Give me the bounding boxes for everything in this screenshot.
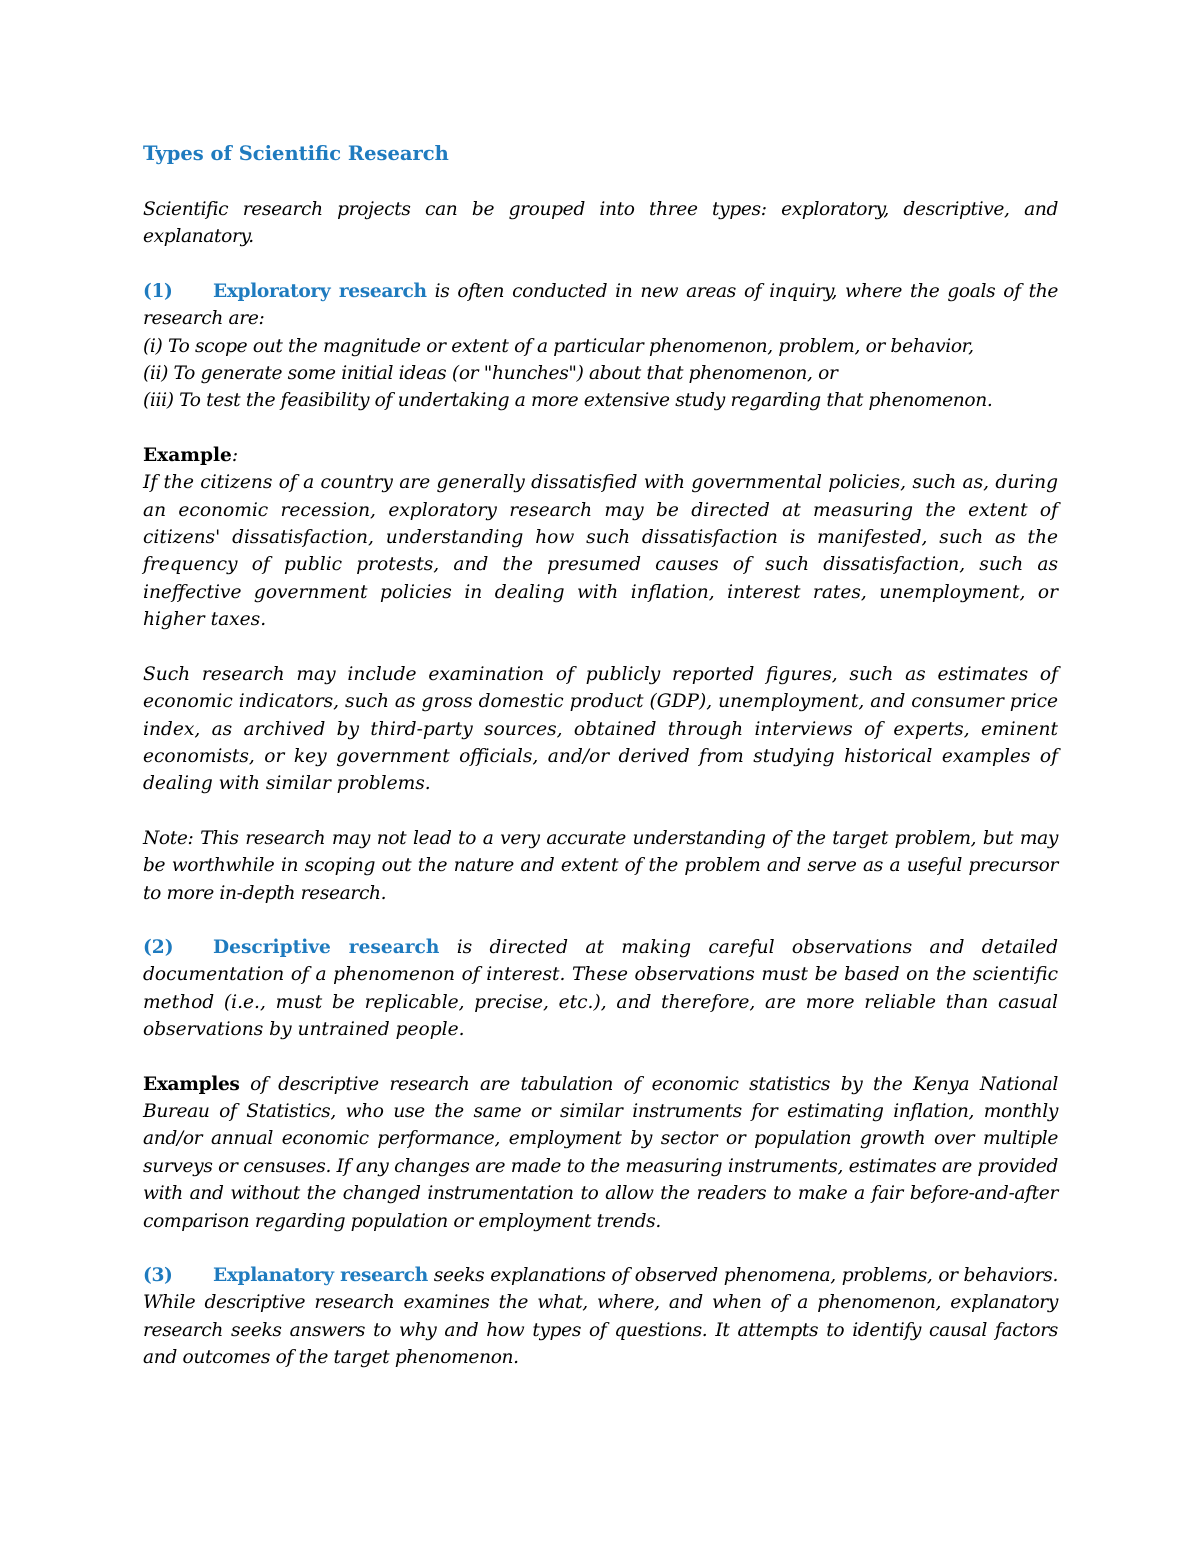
document-page xyxy=(143,140,1058,1372)
examples-label: Examples xyxy=(143,1073,240,1095)
section-text: is often conducted in new areas of inquiry, where the goals of the research are: xyxy=(143,280,1058,330)
descriptive-section xyxy=(143,934,1058,1235)
goal-item: (iii) To test the feasibility of undertaking a more extensive study regarding that phenomenon. xyxy=(143,390,993,412)
note-paragraph: Note: This research may not lead to a very accurate understanding of the target problem, but may be worthwhile in scoping out the nature and extent of the problem and serve as a useful precursor to more in-depth research. xyxy=(143,827,1058,904)
examples-text: of descriptive research are tabulation of economic statistics by the Kenya National Bureau of Statistics, who use the same or similar instruments for estimating inflation, monthly and/or annual economic performance, employment by sector or population growth over multiple surveys or censuses. If any changes are made to the measuring instruments, estimates are provided with and without the changed instrumentation to allow the readers to make a fair before-and-after comparison regarding population or employment trends. xyxy=(143,1073,1058,1232)
exploratory-section xyxy=(143,278,1058,907)
explanatory-paragraph xyxy=(143,1262,1058,1372)
intro-paragraph: Scientific research projects can be grouped into three types: exploratory, descriptive, and explanatory. xyxy=(143,199,1058,248)
example-heading xyxy=(143,442,1058,469)
exploratory-paragraph xyxy=(143,278,1058,333)
section-text: is directed at making careful observations and detailed documentation of a phenomenon of interest. These observations must be based on the scientific method (i.e., must be replicable, precise, etc.), and therefore, are more reliable than casual observations by untrained people. xyxy=(143,936,1058,1041)
examples-paragraph xyxy=(143,1071,1058,1235)
section-number: (2) xyxy=(143,936,174,958)
goal-item: (ii) To generate some initial ideas (or "hunches") about that phenomenon, or xyxy=(143,363,838,385)
section-number: (1) xyxy=(143,280,173,302)
section-term: Exploratory research xyxy=(213,280,427,302)
section-term: Descriptive research xyxy=(213,936,440,958)
section-text: seeks explanations of observed phenomena, problems, or behaviors. While descriptive research examines the what, where, and when of a phenomenon, explanatory research seeks answers to why and how types of questions. It attempts to identify causal factors and outcomes of the target phenomenon. xyxy=(143,1265,1059,1369)
descriptive-paragraph xyxy=(143,934,1058,1044)
example-colon: : xyxy=(231,444,239,466)
example-label: Example xyxy=(143,444,232,466)
such-research-paragraph: Such research may include examination of publicly reported figures, such as estimates of economic indicators, such as gross domestic product (GDP), unemployment, and consumer price index, as archived by third-party sources, obtained through interviews of experts, eminent economists, or key government officials, and/or derived from studying historical examples of dealing with similar problems. xyxy=(143,663,1058,795)
section-number: (3) xyxy=(143,1265,173,1286)
page-title: Types of Scientific Research xyxy=(143,142,449,165)
explanatory-section xyxy=(143,1262,1058,1372)
section-term: Explanatory research xyxy=(213,1265,428,1286)
example-paragraph: If the citizens of a country are generally dissatisfied with governmental policies, such as, during an economic recession, exploratory research may be directed at measuring the extent of citizens' dissatisfaction, understanding how such dissatisfaction is manifested, such as the frequency of public protests, and the presumed causes of such dissatisfaction, such as ineffective government policies in dealing with inflation, interest rates, unemployment, or higher taxes. xyxy=(143,472,1058,631)
goal-item: (i) To scope out the magnitude or extent of a particular phenomenon, problem, or behavior, xyxy=(143,335,974,357)
